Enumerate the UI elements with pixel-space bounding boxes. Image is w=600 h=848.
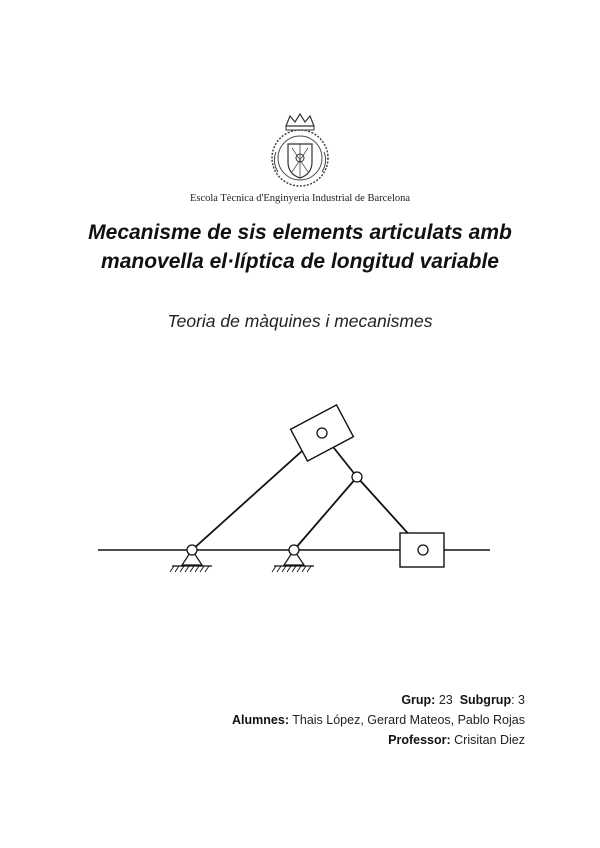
fixed-pivot-left bbox=[170, 545, 212, 572]
document-subtitle: Teoria de màquines i mecanismes bbox=[167, 311, 433, 331]
university-crest-icon bbox=[266, 112, 334, 190]
joint-right-slider bbox=[418, 545, 428, 555]
joint-upper-slider bbox=[317, 428, 327, 438]
students-row bbox=[105, 710, 525, 730]
subgrup-value: : 3 bbox=[511, 693, 525, 707]
author-info bbox=[105, 690, 525, 750]
professor-value: Crisitan Diez bbox=[454, 733, 525, 747]
professor-label: Professor: bbox=[388, 733, 451, 747]
alumnes-value: Thais López, Gerard Mateos, Pablo Rojas bbox=[292, 713, 525, 727]
professor-row bbox=[105, 730, 525, 750]
link-middle bbox=[294, 477, 357, 550]
mechanism-diagram bbox=[90, 395, 500, 585]
title-line-1: Mecanisme de sis elements articulats amb bbox=[88, 221, 512, 244]
alumnes-label: Alumnes: bbox=[232, 713, 289, 727]
title-line-2: manovella el·líptica de longitud variable bbox=[101, 250, 499, 273]
document-title bbox=[40, 218, 560, 276]
school-name: Escola Tècnica d'Enginyeria Industrial de Barcelona bbox=[189, 193, 411, 204]
group-row bbox=[105, 690, 525, 710]
grup-label: Grup: bbox=[401, 693, 436, 707]
joint-middle bbox=[352, 472, 362, 482]
subgrup-label: Subgrup bbox=[459, 693, 512, 707]
grup-value: 23 bbox=[438, 693, 453, 707]
fixed-pivot-middle bbox=[272, 545, 314, 572]
